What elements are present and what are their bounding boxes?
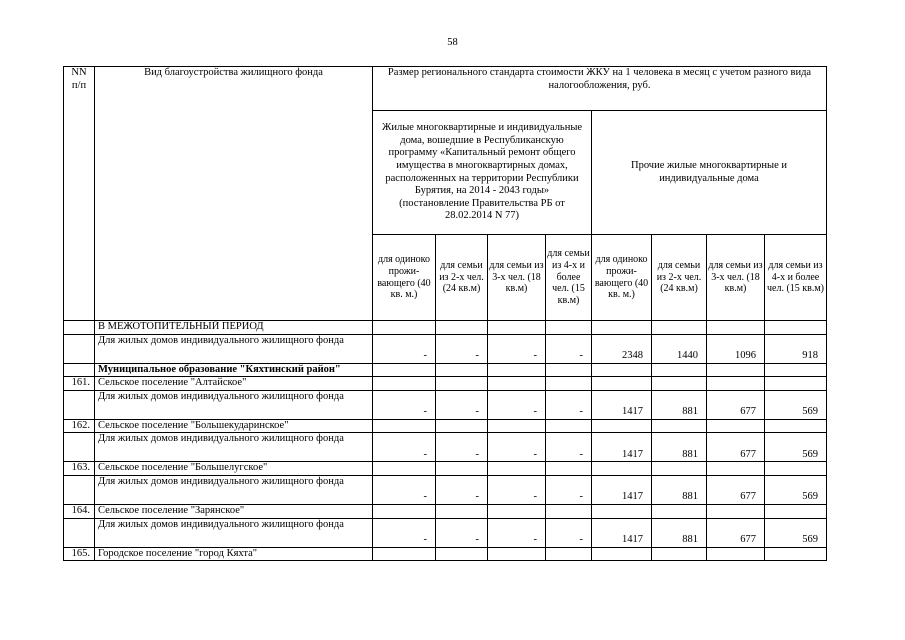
section-row	[64, 377, 827, 391]
empty-cell	[436, 377, 488, 391]
row-label: Для жилых домов индивидуального жилищного фонда	[95, 518, 373, 547]
header-standard: Размер регионального стандарта стоимости ЖКУ на 1 человека в месяц с учетом разного вида налогообложения, руб.	[373, 67, 827, 111]
table-row	[64, 433, 827, 462]
empty-cell	[546, 321, 592, 335]
value-cell: 1096	[707, 334, 765, 363]
row-number	[64, 390, 95, 419]
value-cell: 1417	[592, 390, 652, 419]
subheader-family-4-other: для семьи из 4-х и более чел. (15 кв.м)	[765, 235, 827, 321]
empty-cell	[546, 419, 592, 433]
municipality-row	[64, 363, 827, 377]
value-cell: 677	[707, 518, 765, 547]
header-row-1	[64, 67, 827, 111]
row-label: Муниципальное образование "Кяхтинский район"	[95, 363, 373, 377]
empty-cell	[765, 419, 827, 433]
empty-cell	[436, 321, 488, 335]
empty-cell	[546, 363, 592, 377]
empty-cell	[707, 462, 765, 476]
empty-cell	[436, 419, 488, 433]
value-cell: -	[546, 334, 592, 363]
empty-cell	[373, 419, 436, 433]
row-label: Для жилых домов индивидуального жилищного фонда	[95, 433, 373, 462]
table-row	[64, 518, 827, 547]
row-number: 164.	[64, 504, 95, 518]
value-cell: 569	[765, 475, 827, 504]
subheader-single: для одиноко прожи-вающего (40 кв. м.)	[373, 235, 436, 321]
empty-cell	[652, 462, 707, 476]
row-label: Сельское поселение "Большекударинское"	[95, 419, 373, 433]
empty-cell	[707, 419, 765, 433]
empty-cell	[488, 363, 546, 377]
value-cell: 569	[765, 433, 827, 462]
empty-cell	[652, 363, 707, 377]
empty-cell	[652, 321, 707, 335]
row-label: Для жилых домов индивидуального жилищного фонда	[95, 390, 373, 419]
value-cell: -	[436, 518, 488, 547]
empty-cell	[373, 321, 436, 335]
empty-cell	[707, 377, 765, 391]
table-row	[64, 475, 827, 504]
empty-cell	[373, 377, 436, 391]
empty-cell	[488, 377, 546, 391]
empty-cell	[592, 504, 652, 518]
section-row	[64, 419, 827, 433]
tariff-table	[63, 66, 827, 561]
value-cell: -	[436, 334, 488, 363]
empty-cell	[436, 363, 488, 377]
value-cell: 881	[652, 390, 707, 419]
empty-cell	[707, 547, 765, 561]
row-label: В МЕЖОТОПИТЕЛЬНЫЙ ПЕРИОД	[95, 321, 373, 335]
subheader-family-3-other: для семьи из 3-х чел. (18 кв.м)	[707, 235, 765, 321]
value-cell: 881	[652, 475, 707, 504]
value-cell: -	[373, 390, 436, 419]
value-cell: 1417	[592, 475, 652, 504]
empty-cell	[765, 377, 827, 391]
value-cell: 1417	[592, 518, 652, 547]
value-cell: 677	[707, 390, 765, 419]
value-cell: -	[436, 475, 488, 504]
row-number	[64, 433, 95, 462]
value-cell: -	[546, 518, 592, 547]
header-nn: NN п/п	[64, 67, 95, 321]
value-cell: 918	[765, 334, 827, 363]
row-label: Сельское поселение "Алтайское"	[95, 377, 373, 391]
empty-cell	[765, 321, 827, 335]
empty-cell	[592, 462, 652, 476]
section-row	[64, 462, 827, 476]
row-number: 163.	[64, 462, 95, 476]
empty-cell	[652, 419, 707, 433]
header-type: Вид благоустройства жилищного фонда	[95, 67, 373, 321]
empty-cell	[707, 504, 765, 518]
empty-cell	[652, 377, 707, 391]
row-label: Сельское поселение "Большелугское"	[95, 462, 373, 476]
empty-cell	[436, 462, 488, 476]
row-label: Для жилых домов индивидуального жилищного фонда	[95, 475, 373, 504]
section-row	[64, 504, 827, 518]
row-label: Сельское поселение "Зарянское"	[95, 504, 373, 518]
value-cell: 1440	[652, 334, 707, 363]
row-number: 162.	[64, 419, 95, 433]
value-cell: -	[488, 334, 546, 363]
empty-cell	[707, 321, 765, 335]
row-number: 161.	[64, 377, 95, 391]
row-number	[64, 363, 95, 377]
empty-cell	[592, 321, 652, 335]
empty-cell	[765, 363, 827, 377]
value-cell: 881	[652, 518, 707, 547]
subheader-family-2: для семьи из 2-х чел. (24 кв.м)	[436, 235, 488, 321]
value-cell: 881	[652, 433, 707, 462]
row-number	[64, 321, 95, 335]
header-group-capital-repair: Жилые многоквартирные и индивидуальные дома, вошедшие в Республиканскую программу «Капитальный ремонт общего имущества в многоквартирных домах, расположенных на территории Республики Бурятия, на 2014 - 2043 годы» (постановление Правительства РБ от 28.02.2014 N 77)	[373, 111, 592, 235]
value-cell: -	[373, 334, 436, 363]
empty-cell	[592, 419, 652, 433]
empty-cell	[765, 547, 827, 561]
value-cell: -	[373, 475, 436, 504]
value-cell: -	[546, 475, 592, 504]
row-label: Для жилых домов индивидуального жилищного фонда	[95, 334, 373, 363]
value-cell: 677	[707, 475, 765, 504]
empty-cell	[373, 504, 436, 518]
value-cell: -	[488, 475, 546, 504]
value-cell: 569	[765, 518, 827, 547]
empty-cell	[546, 462, 592, 476]
empty-cell	[488, 504, 546, 518]
empty-cell	[707, 363, 765, 377]
empty-cell	[436, 547, 488, 561]
value-cell: -	[436, 390, 488, 419]
value-cell: -	[373, 518, 436, 547]
empty-cell	[488, 321, 546, 335]
row-number	[64, 475, 95, 504]
header-group-other: Прочие жилые многоквартирные и индивидуальные дома	[592, 111, 827, 235]
empty-cell	[488, 547, 546, 561]
table-row	[64, 390, 827, 419]
value-cell: 677	[707, 433, 765, 462]
value-cell: -	[373, 433, 436, 462]
page-number: 58	[447, 37, 458, 48]
empty-cell	[652, 504, 707, 518]
empty-cell	[765, 462, 827, 476]
row-number	[64, 334, 95, 363]
subheader-family-3: для семьи из 3-х чел. (18 кв.м)	[488, 235, 546, 321]
empty-cell	[592, 363, 652, 377]
subheader-family-4: для семьи из 4-х и более чел. (15 кв.м)	[546, 235, 592, 321]
empty-cell	[373, 547, 436, 561]
subheader-family-2-other: для семьи из 2-х чел. (24 кв.м)	[652, 235, 707, 321]
value-cell: 2348	[592, 334, 652, 363]
value-cell: -	[546, 390, 592, 419]
value-cell: -	[488, 433, 546, 462]
value-cell: 569	[765, 390, 827, 419]
section-row	[64, 547, 827, 561]
empty-cell	[652, 547, 707, 561]
value-cell: -	[488, 518, 546, 547]
empty-cell	[765, 504, 827, 518]
empty-cell	[592, 377, 652, 391]
empty-cell	[488, 462, 546, 476]
empty-cell	[592, 547, 652, 561]
empty-cell	[436, 504, 488, 518]
section-row	[64, 321, 827, 335]
row-number	[64, 518, 95, 547]
value-cell: -	[488, 390, 546, 419]
row-label: Городское поселение "город Кяхта"	[95, 547, 373, 561]
subheader-single-other: для одиноко прожи-вающего (40 кв. м.)	[592, 235, 652, 321]
empty-cell	[546, 504, 592, 518]
empty-cell	[373, 363, 436, 377]
empty-cell	[373, 462, 436, 476]
empty-cell	[546, 377, 592, 391]
row-number: 165.	[64, 547, 95, 561]
table-row	[64, 334, 827, 363]
empty-cell	[488, 419, 546, 433]
value-cell: 1417	[592, 433, 652, 462]
value-cell: -	[546, 433, 592, 462]
empty-cell	[546, 547, 592, 561]
value-cell: -	[436, 433, 488, 462]
